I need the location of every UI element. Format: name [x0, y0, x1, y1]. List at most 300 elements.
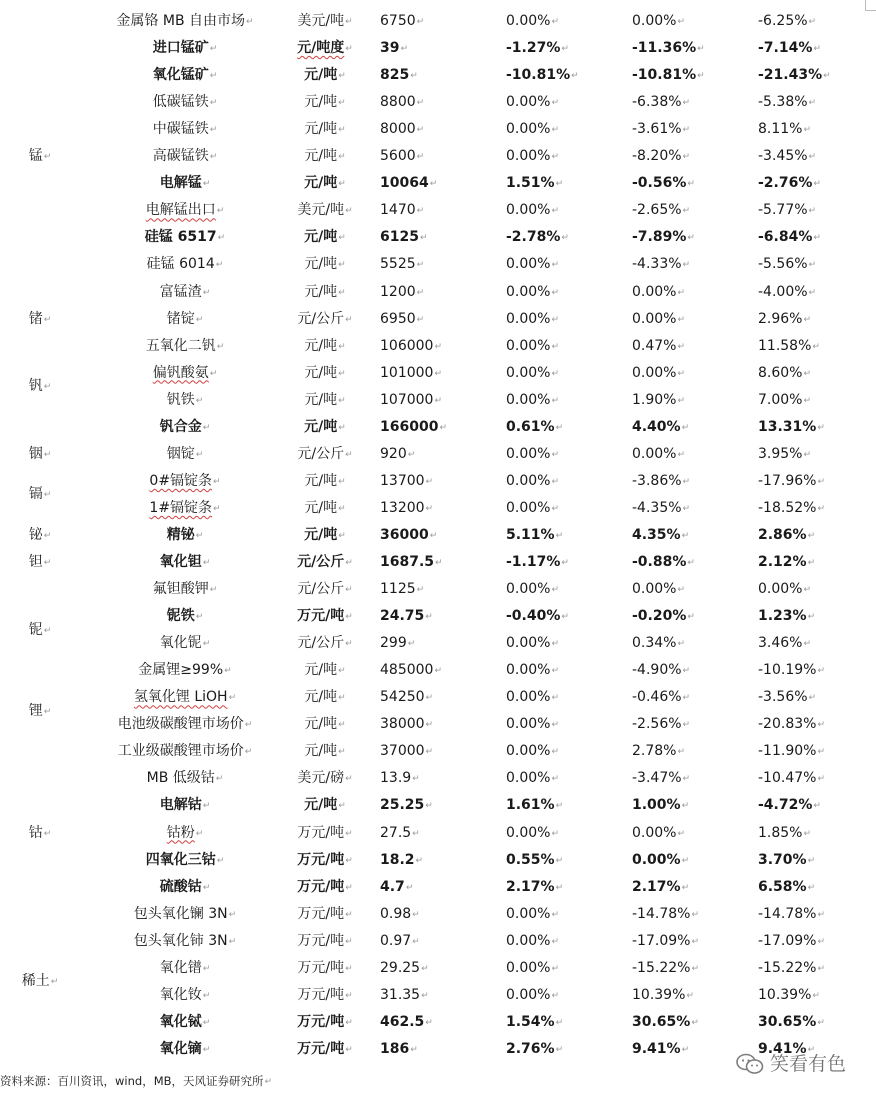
cell-p2 [632, 522, 742, 549]
cell-name [90, 89, 280, 116]
paragraph-mark-icon: ↵ [807, 530, 816, 541]
cell-p3 [758, 847, 868, 874]
paragraph-mark-icon: ↵ [228, 909, 237, 920]
paragraph-mark-icon: ↵ [202, 179, 211, 190]
paragraph-mark-icon: ↵ [345, 1044, 353, 1055]
cell-price [380, 711, 490, 738]
cell-price [380, 765, 490, 792]
cell-price-text: 5525 [380, 256, 416, 273]
cell-unit [286, 982, 364, 1009]
paragraph-mark-icon: ↵ [345, 44, 353, 55]
cell-p2 [632, 279, 742, 306]
paragraph-mark-icon: ↵ [195, 449, 204, 460]
cell-p2-text: -0.20% [632, 608, 687, 625]
table-row [0, 333, 876, 360]
cell-p2 [632, 170, 742, 197]
paragraph-mark-icon: ↵ [434, 395, 442, 406]
cell-p2 [632, 1009, 742, 1036]
cell-unit [286, 928, 364, 955]
cell-unit-text: 元/吨 [304, 229, 338, 246]
cell-name-text: 硫酸钴 [159, 878, 202, 895]
cell-p3-text: -2.76% [758, 175, 813, 192]
table-row [0, 738, 876, 765]
cell-unit [286, 711, 364, 738]
cell-name-text: 钴粉 [166, 824, 195, 841]
cell-p2-text: 2.78% [632, 743, 677, 760]
cell-p2 [632, 387, 742, 414]
paragraph-mark-icon: ↵ [209, 585, 218, 596]
cell-unit-text: 万元/吨 [297, 824, 345, 841]
cell-p3 [758, 360, 868, 387]
cell-p3-text: 3.46% [758, 635, 803, 652]
cell-p3 [758, 468, 868, 495]
cell-p3-text: 8.60% [758, 364, 803, 381]
category-label [18, 698, 62, 725]
paragraph-mark-icon: ↵ [803, 125, 812, 136]
cell-unit-text: 元/吨 [304, 418, 338, 435]
paragraph-mark-icon: ↵ [202, 287, 211, 298]
cell-name [90, 143, 280, 170]
cell-name-text: 氧化钽 [159, 554, 202, 570]
cell-p1-text: 0.55% [506, 851, 555, 868]
cell-name [90, 224, 280, 251]
cell-p1-text: 0.00% [506, 581, 551, 598]
cell-unit-text: 元/吨 [304, 716, 338, 733]
paragraph-mark-icon: ↵ [345, 639, 353, 650]
paragraph-mark-icon: ↵ [808, 206, 817, 217]
cell-unit [286, 8, 364, 35]
paragraph-mark-icon: ↵ [555, 422, 564, 433]
cell-unit-text: 元/公斤 [297, 635, 345, 652]
cell-price [380, 224, 490, 251]
table-row [0, 35, 876, 62]
cell-price-text: 13700 [380, 472, 425, 489]
cell-p2 [632, 657, 742, 684]
cell-p2 [632, 468, 742, 495]
cell-p3-text: 9.41% [758, 1040, 807, 1057]
cell-unit-text: 万元/吨 [297, 959, 345, 976]
cell-p3 [758, 684, 868, 711]
paragraph-mark-icon: ↵ [202, 1017, 211, 1028]
cell-p1-text: 0.00% [506, 932, 551, 949]
table-row [0, 901, 876, 928]
cell-p1 [506, 847, 616, 874]
cell-p1-text: 0.00% [506, 256, 551, 273]
table-row [0, 711, 876, 738]
paragraph-mark-icon: ↵ [43, 530, 52, 541]
cell-p1-text: -2.78% [506, 229, 561, 246]
cell-unit-text: 元/吨 [304, 662, 338, 679]
cell-price-text: 24.75 [380, 608, 425, 625]
cell-price [380, 792, 490, 819]
paragraph-mark-icon: ↵ [551, 17, 560, 27]
paragraph-mark-icon: ↵ [345, 990, 353, 1001]
paragraph-mark-icon: ↵ [803, 449, 812, 460]
paragraph-mark-icon: ↵ [338, 179, 346, 190]
cell-unit-text: 元/吨 [304, 472, 338, 489]
cell-price [380, 387, 490, 414]
paragraph-mark-icon: ↵ [551, 98, 560, 109]
paragraph-mark-icon: ↵ [416, 260, 425, 271]
cell-p2 [632, 928, 742, 955]
cell-p3-text: -10.19% [758, 662, 817, 679]
paragraph-mark-icon: ↵ [434, 341, 442, 352]
paragraph-mark-icon: ↵ [345, 558, 353, 568]
paragraph-mark-icon: ↵ [345, 855, 353, 866]
paragraph-mark-icon: ↵ [555, 801, 564, 812]
paragraph-mark-icon: ↵ [677, 341, 686, 352]
paragraph-mark-icon: ↵ [682, 125, 691, 136]
cell-unit [286, 306, 364, 333]
cell-p1 [506, 1009, 616, 1036]
cell-p3-text: 13.31% [758, 418, 817, 435]
cell-p3 [758, 143, 868, 170]
cell-unit [286, 468, 364, 495]
paragraph-mark-icon: ↵ [425, 503, 434, 514]
category-label [18, 549, 62, 576]
paragraph-mark-icon: ↵ [215, 774, 224, 785]
category-label [18, 968, 62, 995]
cell-name-text: 氧化铽 [159, 1013, 202, 1030]
paragraph-mark-icon: ↵ [216, 206, 225, 217]
cell-name-text: 工业级碳酸锂市场价 [117, 743, 244, 760]
paragraph-mark-icon: ↵ [561, 233, 569, 244]
cell-price-text: 38000 [380, 716, 425, 733]
table-row [0, 8, 876, 35]
cell-p2-text: -4.90% [632, 662, 682, 679]
cell-p1-text: 0.00% [506, 364, 551, 381]
cell-name-text: 氟钽酸钾 [152, 581, 209, 598]
cell-p2 [632, 360, 742, 387]
cell-p2 [632, 549, 742, 576]
cell-p1 [506, 630, 616, 657]
cell-p3-text: -17.09% [758, 932, 817, 949]
cell-p1-text: 0.00% [506, 310, 551, 327]
cell-p3 [758, 224, 868, 251]
cell-name [90, 8, 280, 35]
table-row [0, 251, 876, 278]
cell-p3 [758, 630, 868, 657]
cell-price-text: 4.7 [380, 878, 405, 895]
cell-name [90, 441, 280, 468]
cell-name [90, 603, 280, 630]
cell-p3-text: -14.78% [758, 905, 817, 922]
paragraph-mark-icon: ↵ [209, 44, 218, 55]
cell-p2 [632, 251, 742, 278]
paragraph-mark-icon: ↵ [434, 368, 442, 379]
paragraph-mark-icon: ↵ [338, 476, 346, 487]
cell-price-text: 0.98 [380, 905, 412, 922]
cell-name [90, 955, 280, 982]
cell-name-text: 电池级碳酸锂市场价 [117, 716, 244, 733]
paragraph-mark-icon: ↵ [555, 1017, 564, 1028]
paragraph-mark-icon: ↵ [338, 287, 346, 298]
paragraph-mark-icon: ↵ [416, 17, 425, 27]
paragraph-mark-icon: ↵ [807, 558, 816, 568]
cell-p2-text: -0.88% [632, 554, 687, 570]
paragraph-mark-icon: ↵ [551, 341, 560, 352]
cell-name-text: 氧化锰矿 [152, 67, 209, 84]
paragraph-mark-icon: ↵ [419, 233, 428, 244]
cell-p2 [632, 820, 742, 847]
paragraph-mark-icon: ↵ [425, 801, 433, 812]
cell-p2-text: 1.00% [632, 797, 681, 814]
cell-name [90, 549, 280, 576]
cell-p1 [506, 738, 616, 765]
category-label-text: 铟 [28, 445, 43, 462]
cell-p3 [758, 901, 868, 928]
source-text: 资料来源：百川资讯，wind，MB，天风证券研究所 [0, 1074, 264, 1088]
cell-p3 [758, 35, 868, 62]
cell-unit [286, 765, 364, 792]
paragraph-mark-icon: ↵ [202, 963, 211, 974]
cell-unit-text: 美元/吨 [297, 202, 345, 219]
cell-unit [286, 820, 364, 847]
cell-p3-text: 2.12% [758, 554, 807, 570]
category-label [18, 481, 62, 508]
paragraph-mark-icon: ↵ [555, 882, 564, 893]
cell-p2 [632, 1036, 742, 1063]
cell-unit-text: 元/公斤 [297, 310, 345, 327]
cell-name-text: 精铋 [166, 526, 195, 543]
cell-unit-text: 元/吨 [304, 256, 338, 273]
cell-p2-text: 0.47% [632, 337, 677, 354]
cell-unit-text: 元/吨 [304, 67, 338, 84]
paragraph-mark-icon: ↵ [808, 152, 817, 163]
cell-name [90, 1036, 280, 1063]
cell-p3 [758, 657, 868, 684]
cell-p1 [506, 874, 616, 901]
cell-p2-text: 0.00% [632, 445, 677, 462]
table-row [0, 576, 876, 603]
paragraph-mark-icon: ↵ [681, 801, 690, 812]
cell-name [90, 197, 280, 224]
cell-name [90, 820, 280, 847]
paragraph-mark-icon: ↵ [681, 530, 690, 541]
cell-price-text: 1200 [380, 283, 416, 300]
paragraph-mark-icon: ↵ [681, 882, 690, 893]
cell-p3 [758, 306, 868, 333]
cell-p1 [506, 116, 616, 143]
cell-p1 [506, 522, 616, 549]
cell-p1-text: 2.76% [506, 1040, 555, 1057]
category-label [18, 820, 62, 847]
cell-p2-text: -4.33% [632, 256, 682, 273]
paragraph-mark-icon: ↵ [412, 774, 420, 785]
paragraph-mark-icon: ↵ [425, 1017, 433, 1028]
table-row [0, 630, 876, 657]
cell-p2 [632, 874, 742, 901]
cell-unit-text: 万元/吨 [297, 1040, 345, 1057]
cell-p2-text: 0.00% [632, 364, 677, 381]
cell-unit-text: 美元/吨 [297, 13, 345, 29]
category-label-text: 锂 [28, 702, 43, 719]
table-row [0, 765, 876, 792]
cell-p3-text: -10.47% [758, 770, 817, 787]
cell-price-text: 920 [380, 445, 407, 462]
cell-unit [286, 603, 364, 630]
cell-p3-text: -21.43% [758, 67, 823, 84]
paragraph-mark-icon: ↵ [551, 963, 560, 974]
cell-price [380, 630, 490, 657]
table-row [0, 279, 876, 306]
cell-price [380, 116, 490, 143]
paragraph-mark-icon: ↵ [682, 476, 691, 487]
cell-price-text: 101000 [380, 364, 434, 381]
cell-p1-text: 0.00% [506, 743, 551, 760]
cell-p3-text: -4.72% [758, 797, 813, 814]
table-row [0, 928, 876, 955]
paragraph-mark-icon: ↵ [202, 558, 211, 568]
paragraph-mark-icon: ↵ [216, 855, 225, 866]
paragraph-mark-icon: ↵ [43, 706, 52, 717]
cell-name-text: 锗锭 [166, 310, 195, 327]
paragraph-mark-icon: ↵ [561, 558, 569, 568]
cell-p3 [758, 1009, 868, 1036]
cell-p1-text: 0.00% [506, 283, 551, 300]
cell-p3-text: 10.39% [758, 986, 812, 1003]
paragraph-mark-icon: ↵ [677, 585, 686, 596]
cell-name [90, 116, 280, 143]
paragraph-mark-icon: ↵ [687, 233, 695, 244]
paragraph-mark-icon: ↵ [677, 747, 686, 758]
cell-name [90, 360, 280, 387]
paragraph-mark-icon: ↵ [412, 909, 420, 920]
paragraph-mark-icon: ↵ [682, 98, 691, 109]
cell-p1-text: 1.61% [506, 797, 555, 814]
cell-price [380, 495, 490, 522]
paragraph-mark-icon: ↵ [425, 693, 434, 704]
paragraph-mark-icon: ↵ [812, 341, 820, 352]
paragraph-mark-icon: ↵ [246, 17, 254, 27]
cell-price-text: 5600 [380, 148, 416, 165]
cell-p1 [506, 982, 616, 1009]
cell-price-text: 13.9 [380, 770, 412, 787]
paragraph-mark-icon: ↵ [817, 422, 825, 433]
cell-p1-text: 0.00% [506, 905, 551, 922]
cell-name-text: 中碳锰铁 [152, 121, 209, 138]
paragraph-mark-icon: ↵ [43, 828, 52, 839]
cell-p1 [506, 8, 616, 35]
cell-price [380, 684, 490, 711]
paragraph-mark-icon: ↵ [813, 801, 821, 812]
paragraph-mark-icon: ↵ [439, 422, 447, 433]
paragraph-mark-icon: ↵ [209, 98, 218, 109]
cell-p1 [506, 684, 616, 711]
paragraph-mark-icon: ↵ [244, 720, 253, 731]
paragraph-mark-icon: ↵ [551, 720, 560, 731]
cell-name [90, 901, 280, 928]
cell-name-text: 氧化镨 [159, 959, 202, 976]
cell-price [380, 279, 490, 306]
cell-p1 [506, 657, 616, 684]
cell-p3-text: -5.38% [758, 94, 808, 111]
paragraph-mark-icon: ↵ [551, 828, 560, 839]
cell-p1-text: 0.00% [506, 13, 551, 29]
paragraph-mark-icon: ↵ [682, 720, 691, 731]
paragraph-mark-icon: ↵ [202, 990, 211, 1001]
cell-p2 [632, 495, 742, 522]
paragraph-mark-icon: ↵ [215, 260, 224, 271]
category-label [18, 143, 62, 170]
cell-p3 [758, 62, 868, 89]
cell-p2-text: -3.47% [632, 770, 682, 787]
cell-p2 [632, 792, 742, 819]
cell-name [90, 928, 280, 955]
category-label-text: 钴 [28, 824, 43, 841]
table-row [0, 170, 876, 197]
cell-p1-text: -1.17% [506, 554, 561, 570]
paragraph-mark-icon: ↵ [338, 801, 346, 812]
cell-p1-text: 2.17% [506, 878, 555, 895]
cell-price [380, 1036, 490, 1063]
cell-unit [286, 630, 364, 657]
paragraph-mark-icon: ↵ [687, 612, 695, 623]
cell-unit-text: 元/吨 [304, 689, 338, 706]
cell-p3-text: 2.86% [758, 526, 807, 543]
paragraph-mark-icon: ↵ [425, 720, 434, 731]
cell-p1 [506, 170, 616, 197]
paragraph-mark-icon: ↵ [264, 1077, 273, 1087]
paragraph-mark-icon: ↵ [425, 612, 433, 623]
paragraph-mark-icon: ↵ [338, 422, 346, 433]
cell-p2-text: -14.78% [632, 905, 691, 922]
paragraph-mark-icon: ↵ [407, 639, 416, 650]
cell-p3-text: -3.45% [758, 148, 808, 165]
cell-p3-text: -5.56% [758, 256, 808, 273]
cell-p1 [506, 955, 616, 982]
cell-unit-text: 元/吨 [304, 391, 338, 408]
paragraph-mark-icon: ↵ [345, 828, 353, 839]
table-row [0, 360, 876, 387]
cell-unit [286, 441, 364, 468]
cell-unit-text: 元/公斤 [297, 445, 345, 462]
paragraph-mark-icon: ↵ [209, 125, 218, 136]
category-label-text: 镉 [28, 486, 43, 503]
cell-unit-text: 万元/吨 [297, 608, 345, 625]
cell-unit-text: 元/公斤 [297, 581, 345, 598]
paragraph-mark-icon: ↵ [677, 639, 686, 650]
table-row [0, 1009, 876, 1036]
cell-unit-text: 元/公斤 [297, 554, 345, 570]
cell-p1-text: 0.00% [506, 148, 551, 165]
cell-p2 [632, 630, 742, 657]
cell-price-text: 0.97 [380, 932, 412, 949]
paragraph-mark-icon: ↵ [202, 422, 211, 433]
paragraph-mark-icon: ↵ [416, 287, 425, 298]
cell-price [380, 522, 490, 549]
cell-p3 [758, 982, 868, 1009]
paragraph-mark-icon: ↵ [400, 44, 409, 55]
cell-unit [286, 35, 364, 62]
cell-unit-text: 美元/磅 [297, 770, 345, 787]
cell-p3 [758, 333, 868, 360]
table-row [0, 89, 876, 116]
cell-p2-text: 10.39% [632, 986, 686, 1003]
cell-p2-text: 0.00% [632, 851, 681, 868]
cell-p2-text: 0.00% [632, 13, 677, 29]
cell-p2-text: 9.41% [632, 1040, 681, 1057]
cell-unit-text: 万元/吨 [297, 932, 345, 949]
cell-p2 [632, 576, 742, 603]
paragraph-mark-icon: ↵ [338, 341, 346, 352]
cell-p3-text: -11.90% [758, 743, 817, 760]
paragraph-mark-icon: ↵ [412, 828, 420, 839]
paragraph-mark-icon: ↵ [677, 287, 686, 298]
paragraph-mark-icon: ↵ [434, 666, 442, 677]
cell-p1-text: 0.00% [506, 689, 551, 706]
cell-unit-text: 元/吨 [304, 499, 338, 516]
